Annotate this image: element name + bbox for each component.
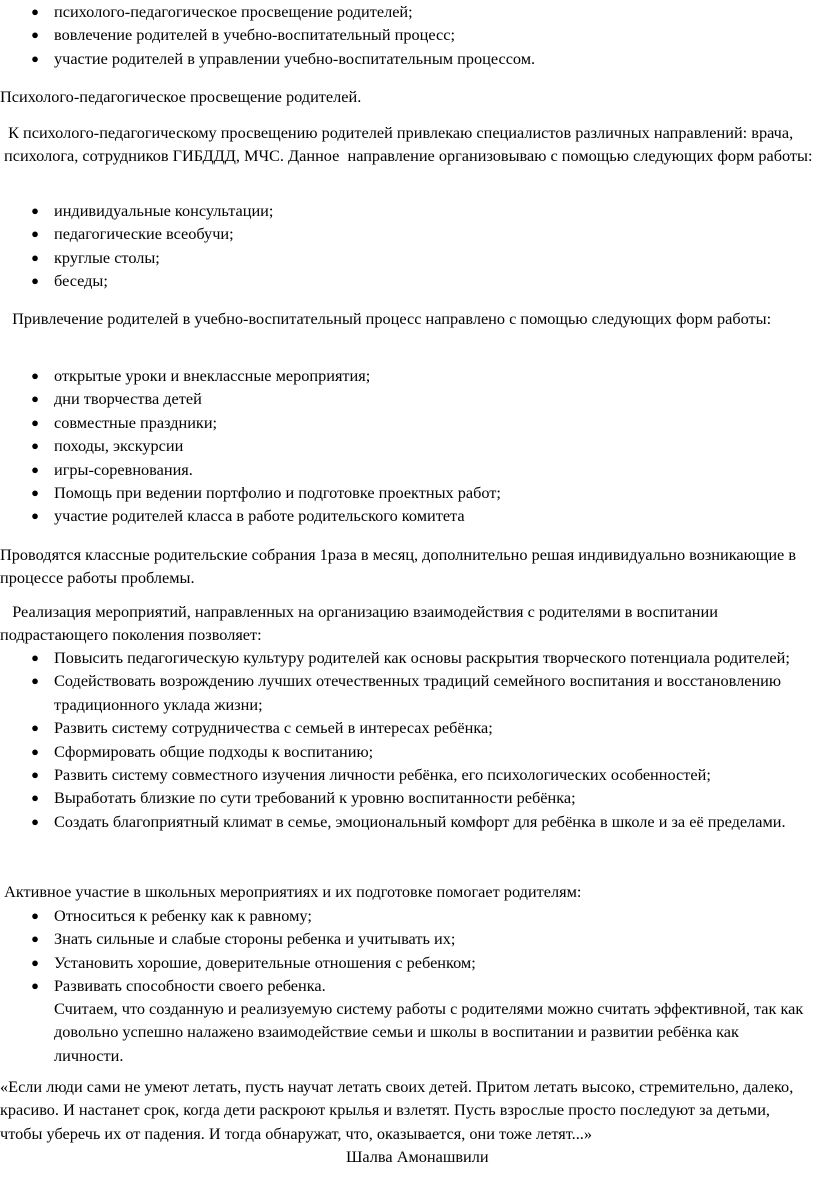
- bullet-icon: ●: [31, 743, 39, 759]
- list-item: ● Повысить педагогическую культуру родителей как основы раскрытия творческого потенциала родителей;: [0, 646, 812, 669]
- bullet-icon: ●: [31, 4, 39, 19]
- list-item: ● Развивать способности своего ребенка.: [0, 974, 812, 997]
- bullet-icon: ●: [31, 673, 39, 689]
- paragraph-education: К психолого-педагогическому просвещению родителей привлекаю специалистов различных направлений: врача, психолога, сотрудников ГИБДДД, МЧС. Данное направление организовываю с помощью следующих форм работы:: [4, 123, 813, 166]
- list-item: ● Выработать близкие по сути требований к уровню воспитанности ребёнка;: [0, 786, 812, 809]
- quote-author: Шалва Амонашвили: [346, 1147, 489, 1166]
- bullet-icon: ●: [31, 27, 39, 43]
- list-item: ● круглые столы;: [0, 246, 812, 269]
- list-involvement-forms: [0, 364, 812, 528]
- list-item: ● участие родителей в управлении учебно-воспитательным процессом.: [0, 47, 812, 70]
- paragraph-implementation: Реализация мероприятий, направленных на организацию взаимодействия с родителями в воспитании подрастающего поколения позволяет:: [0, 602, 723, 645]
- bullet-icon: ●: [31, 978, 39, 994]
- list-education-forms: [0, 199, 812, 293]
- bullet-icon: ●: [31, 485, 39, 501]
- list-item: ● психолого-педагогическое просвещение родителей;: [0, 0, 812, 23]
- list-item: ● беседы;: [0, 269, 812, 292]
- list-item: ● дни творчества детей: [0, 387, 812, 410]
- bullet-icon: ●: [31, 931, 39, 947]
- bullet-icon: ●: [31, 720, 39, 736]
- list-item: ● Знать сильные и слабые стороны ребенка и учитывать их;: [0, 927, 812, 950]
- list-participation-benefits: [0, 904, 812, 998]
- bullet-icon: ●: [31, 954, 39, 970]
- list-item: ● игры-соревнования.: [0, 458, 812, 481]
- list-item: ● открытые уроки и внеклассные мероприятия;: [0, 364, 812, 387]
- bullet-icon: ●: [31, 908, 39, 923]
- section-heading: Психолого-педагогическое просвещение родителей.: [0, 87, 362, 106]
- bullet-icon: ●: [31, 438, 39, 454]
- bullet-icon: ●: [31, 391, 39, 407]
- list-item: ● Установить хорошие, доверительные отношения с ребенком;: [0, 951, 812, 974]
- paragraph-involvement: Привлечение родителей в учебно-воспитательный процесс направлено с помощью следующих форм работы:: [4, 309, 772, 328]
- list-implementation-goals: [0, 646, 812, 833]
- bullet-icon: ●: [31, 508, 39, 524]
- list-item: ● походы, экскурсии: [0, 434, 812, 457]
- list-item: ● Создать благоприятный климат в семье, эмоциональный комфорт для ребёнка в школе и за её пределами.: [0, 810, 812, 833]
- list-item: ● Развить систему сотрудничества с семьей в интересах ребёнка;: [0, 716, 812, 739]
- bullet-icon: ●: [31, 767, 39, 783]
- list-item: ● педагогические всеобучи;: [0, 222, 812, 245]
- list-item: ● Содействовать возрождению лучших отечественных традиций семейного воспитания и восстановлению традиционного уклада жизни;: [0, 669, 812, 716]
- bullet-icon: ●: [31, 226, 39, 242]
- list-item: ● вовлечение родителей в учебно-воспитательный процесс;: [0, 23, 812, 46]
- bullet-icon: ●: [31, 461, 39, 477]
- list-item: ● Развить систему совместного изучения личности ребёнка, его психологических особенностей;: [0, 763, 812, 786]
- list-item: ● индивидуальные консультации;: [0, 199, 812, 222]
- bullet-icon: ●: [31, 273, 39, 289]
- bullet-icon: ●: [31, 249, 39, 265]
- bullet-icon: ●: [31, 203, 39, 218]
- quote-text: «Если люди сами не умеют летать, пусть научат летать своих детей. Притом летать высоко, стремительно, далеко, красиво. И настанет срок, когда дети раскроют крылья и взлетят. Пусть взрослые просто последуют за детьми, чтобы уберечь их от падения. И тогда обнаружат, что, оказывается, они тоже летят...»: [0, 1077, 794, 1143]
- paragraph-meetings: Проводятся классные родительские собрания 1раза в месяц, дополнительно решая индивидуально возникающие в процессе работы проблемы.: [0, 545, 797, 588]
- bullet-icon: ●: [31, 368, 39, 383]
- bullet-icon: ●: [31, 414, 39, 430]
- list-education-directions: [0, 0, 812, 70]
- list-item: ● совместные праздники;: [0, 411, 812, 434]
- bullet-icon: ●: [31, 790, 39, 806]
- paragraph-participation: Активное участие в школьных мероприятиях и их подготовке помогает родителям:: [0, 882, 582, 901]
- bullet-icon: ●: [31, 650, 39, 665]
- paragraph-conclusion: Считаем, что созданную и реализуемую систему работы с родителями можно считать эффективной, так как довольно успешно налажено взаимодействие семьи и школы в воспитании и развитии ребёнка как личности.: [54, 999, 804, 1065]
- list-item: ● Помощь при ведении портфолио и подготовке проектных работ;: [0, 481, 812, 504]
- epigraph-quote: [0, 1075, 812, 1145]
- list-item: ● Относиться к ребенку как к равному;: [0, 904, 812, 927]
- bullet-icon: ●: [31, 813, 39, 829]
- list-item: ● Сформировать общие подходы к воспитанию;: [0, 740, 812, 763]
- bullet-icon: ●: [31, 50, 39, 66]
- list-item: ● участие родителей класса в работе родительского комитета: [0, 504, 812, 527]
